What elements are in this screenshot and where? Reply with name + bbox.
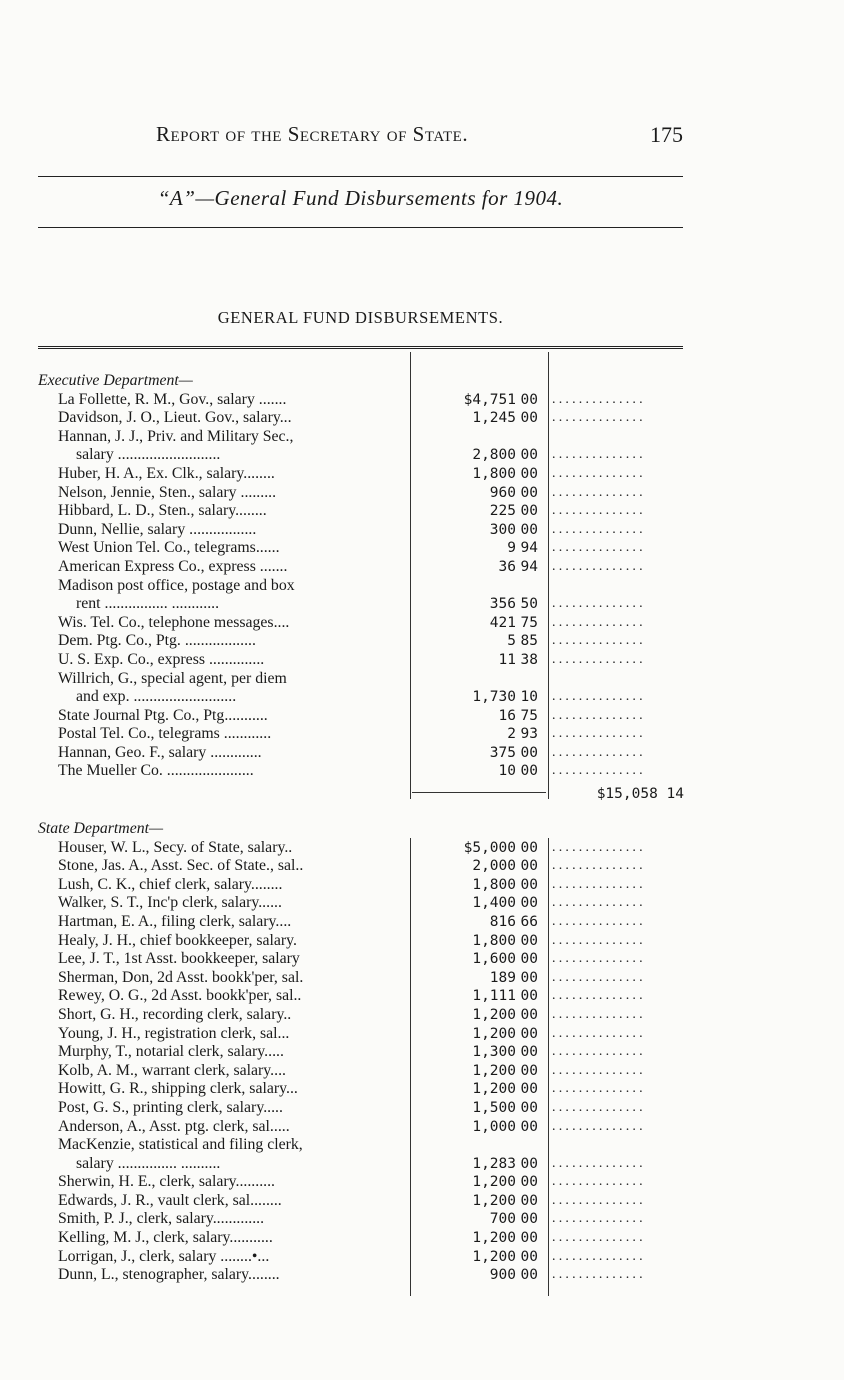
amount-cents: 00	[520, 447, 538, 464]
payee-name: Lorrigan, J., clerk, salary ........•...	[58, 1247, 270, 1265]
dot-leaders: ..............	[552, 1192, 646, 1208]
payee-name: Stone, Jas. A., Asst. Sec. of State., sal..	[58, 857, 304, 875]
payee-name: Hannan, J. J., Priv. and Military Sec.,	[58, 427, 294, 445]
payee-name: La Follette, R. M., Gov., salary .......	[58, 390, 287, 408]
table-row	[38, 428, 684, 447]
amount-cents: 00	[520, 1230, 538, 1247]
payee-name: Kolb, A. M., warrant clerk, salary....	[58, 1061, 286, 1079]
table-row	[38, 707, 684, 726]
amount-dollars: 1,245	[472, 410, 516, 427]
amount-dollars: 1,200	[472, 1174, 516, 1191]
dot-leaders: ..............	[552, 558, 646, 574]
amount-dollars: 9	[507, 540, 516, 557]
amount-dollars: 1,200	[472, 1006, 516, 1023]
page-number: 175	[650, 122, 683, 147]
amount-dollars: 1,200	[472, 1192, 516, 1209]
payee-name: Sherman, Don, 2d Asst. bookk'per, sal.	[58, 968, 304, 986]
amount-dollars: 1,800	[472, 876, 516, 893]
dot-leaders: ..............	[552, 1025, 646, 1041]
dot-leaders: ..............	[552, 521, 646, 537]
table-row	[38, 1248, 684, 1267]
amount-dollars: 960	[489, 484, 516, 501]
payee-name: Anderson, A., Asst. ptg. clerk, sal.....	[58, 1117, 290, 1135]
amount-dollars: 1,400	[472, 895, 516, 912]
table-row	[38, 725, 684, 744]
dot-leaders: ..............	[552, 689, 646, 705]
amount-cents: 00	[520, 763, 538, 780]
payee-name: and exp. ..........................	[76, 688, 237, 706]
amount-dollars: 1,800	[472, 465, 516, 482]
payee-name: West Union Tel. Co., telegrams......	[58, 539, 280, 557]
dot-leaders: ..............	[552, 876, 646, 892]
payee-name: Dunn, Nellie, salary .................	[58, 520, 257, 538]
table-row	[38, 521, 684, 540]
payee-name: Howitt, G. R., shipping clerk, salary...	[58, 1080, 298, 1098]
amount-cents: 00	[520, 1192, 538, 1209]
amount-cents: 00	[520, 1118, 538, 1135]
dot-leaders: ..............	[552, 633, 646, 649]
payee-name: rent ................ ............	[76, 595, 220, 613]
table-row	[38, 1266, 684, 1285]
amount-cents: 00	[520, 969, 538, 986]
dot-leaders: ..............	[552, 1062, 646, 1078]
table-row	[38, 558, 684, 577]
table-row	[38, 595, 684, 614]
table-row	[38, 1062, 684, 1081]
payee-name: Smith, P. J., clerk, salary.............	[58, 1210, 265, 1228]
amount-dollars: 2,000	[472, 858, 516, 875]
dot-leaders: ..............	[552, 913, 646, 929]
table-row	[38, 632, 684, 651]
amount-cents: 85	[520, 633, 538, 650]
amount-dollars: 1,283	[472, 1155, 516, 1172]
amount-cents: 00	[520, 1174, 538, 1191]
payee-name: The Mueller Co. ......................	[58, 762, 254, 780]
payee-name: Postal Tel. Co., telegrams ............	[58, 725, 272, 743]
amount-dollars: 1,200	[472, 1081, 516, 1098]
amount-dollars: 1,200	[472, 1248, 516, 1265]
amount-cents: 75	[520, 614, 538, 631]
section-heading-row	[38, 372, 684, 391]
amount-cents: 00	[520, 1155, 538, 1172]
amount-dollars: 10	[498, 763, 516, 780]
amount-cents: 00	[520, 484, 538, 501]
amount-cents: 66	[520, 913, 538, 930]
amount-dollars: 11	[498, 651, 516, 668]
dot-leaders: ..............	[552, 839, 646, 855]
table-row	[38, 446, 684, 465]
table-row	[38, 876, 684, 895]
table-row	[38, 1118, 684, 1137]
table-row	[38, 577, 684, 596]
amount-cents: 00	[520, 1248, 538, 1265]
payee-name: American Express Co., express .......	[58, 557, 288, 575]
header-rule	[38, 176, 683, 177]
amount-dollars: 189	[489, 969, 516, 986]
dot-leaders: ..............	[552, 1174, 646, 1190]
table-row	[38, 1136, 684, 1155]
payee-name: Young, J. H., registration clerk, sal...	[58, 1024, 290, 1042]
dot-leaders: ..............	[552, 410, 646, 426]
payee-name: Hannan, Geo. F., salary .............	[58, 743, 262, 761]
table-top-double-rule	[38, 346, 683, 351]
dot-leaders: ..............	[552, 1006, 646, 1022]
amount-dollars: 2,800	[472, 447, 516, 464]
dot-leaders: ..............	[552, 447, 646, 463]
payee-name: Dem. Ptg. Co., Ptg. ..................	[58, 632, 256, 650]
amount-cents: 00	[520, 932, 538, 949]
table-row	[38, 762, 684, 781]
table-row	[38, 1006, 684, 1025]
dot-leaders: ..............	[552, 1099, 646, 1115]
payee-name: Rewey, O. G., 2d Asst. bookk'per, sal..	[58, 987, 302, 1005]
amount-cents: 00	[520, 503, 538, 520]
amount-dollars: 1,300	[472, 1044, 516, 1061]
state-department-table	[38, 820, 684, 1285]
dot-leaders: ..............	[552, 1081, 646, 1097]
dot-leaders: ..............	[552, 391, 646, 407]
payee-name: Huber, H. A., Ex. Clk., salary........	[58, 464, 275, 482]
table-row	[38, 894, 684, 913]
dot-leaders: ..............	[552, 726, 646, 742]
amount-cents: 00	[520, 1006, 538, 1023]
payee-name: MacKenzie, statistical and filing clerk,	[58, 1136, 303, 1154]
payee-name: Lush, C. K., chief clerk, salary........	[58, 875, 283, 893]
table-row	[38, 484, 684, 503]
amount-dollars: 1,800	[472, 932, 516, 949]
dot-leaders: ..............	[552, 951, 646, 967]
payee-name: Edwards, J. R., vault clerk, sal........	[58, 1191, 282, 1209]
amount-cents: 00	[520, 876, 538, 893]
amount-dollars: 5	[507, 633, 516, 650]
payee-name: Wis. Tel. Co., telephone messages....	[58, 613, 290, 631]
dot-leaders: ..............	[552, 1248, 646, 1264]
payee-name: Madison post office, postage and box	[58, 576, 295, 594]
payee-name: Post, G. S., printing clerk, salary.....	[58, 1098, 283, 1116]
payee-name: Walker, S. T., Inc'p clerk, salary......	[58, 894, 282, 912]
payee-name: Short, G. H., recording clerk, salary..	[58, 1005, 292, 1023]
amount-cents: 75	[520, 707, 538, 724]
payee-name: U. S. Exp. Co., express ..............	[58, 650, 265, 668]
amount-dollars: 1,600	[472, 951, 516, 968]
table-row	[38, 670, 684, 689]
payee-name: salary ............... ..........	[76, 1154, 221, 1172]
table-row	[38, 1043, 684, 1062]
table-row	[38, 857, 684, 876]
dot-leaders: ..............	[552, 988, 646, 1004]
dot-leaders: ..............	[552, 614, 646, 630]
table-row	[38, 744, 684, 763]
table-row	[38, 839, 684, 858]
amount-cents: 00	[520, 1267, 538, 1284]
amount-dollars: 900	[489, 1267, 516, 1284]
amount-cents: 00	[520, 465, 538, 482]
table-row	[38, 614, 684, 633]
payee-name: Lee, J. T., 1st Asst. bookkeeper, salary	[58, 950, 300, 968]
amount-cents: 94	[520, 540, 538, 557]
payee-name: Hibbard, L. D., Sten., salary........	[58, 502, 267, 520]
table-row	[38, 465, 684, 484]
table-row	[38, 502, 684, 521]
amount-cents: 50	[520, 596, 538, 613]
table-row	[38, 1080, 684, 1099]
dot-leaders: ..............	[552, 707, 646, 723]
payee-name: Murphy, T., notarial clerk, salary.....	[58, 1043, 284, 1061]
dot-leaders: ..............	[552, 969, 646, 985]
executive-subtotal: $15,058 14	[596, 786, 684, 802]
amount-cents: 38	[520, 651, 538, 668]
table-row	[38, 391, 684, 410]
amount-dollars: 1,500	[472, 1099, 516, 1116]
table-row	[38, 932, 684, 951]
amount-dollars: 1,200	[472, 1025, 516, 1042]
payee-name: salary ..........................	[76, 446, 221, 464]
dot-leaders: ..............	[552, 540, 646, 556]
amount-dollars: 1,200	[472, 1062, 516, 1079]
table-row	[38, 969, 684, 988]
amount-dollars: 300	[489, 521, 516, 538]
amount-cents: 00	[520, 1025, 538, 1042]
payee-name: Kelling, M. J., clerk, salary...........	[58, 1229, 273, 1247]
amount-cents: 00	[520, 521, 538, 538]
amount-cents: 00	[520, 858, 538, 875]
amount-cents: 00	[520, 391, 538, 408]
dot-leaders: ..............	[552, 651, 646, 667]
payee-name: Nelson, Jennie, Sten., salary .........	[58, 483, 277, 501]
dot-leaders: ..............	[552, 465, 646, 481]
executive-subtotal-row	[38, 785, 684, 804]
payee-name: State Journal Ptg. Co., Ptg...........	[58, 706, 268, 724]
amount-dollars: 375	[489, 744, 516, 761]
subtitle: “A”—General Fund Disbursements for 1904.	[157, 186, 564, 210]
payee-name: Sherwin, H. E., clerk, salary..........	[58, 1173, 276, 1191]
dot-leaders: ..............	[552, 1118, 646, 1134]
dot-leaders: ..............	[552, 1211, 646, 1227]
table-row	[38, 1210, 684, 1229]
payee-name: Willrich, G., special agent, per diem	[58, 669, 287, 687]
amount-cents: 00	[520, 1044, 538, 1061]
amount-cents: 00	[520, 1062, 538, 1079]
amount-cents: 00	[520, 410, 538, 427]
dot-leaders: ..............	[552, 503, 646, 519]
table-row	[38, 950, 684, 969]
amount-dollars: 700	[489, 1211, 516, 1228]
executive-department-table	[38, 372, 684, 781]
amount-dollars: 816	[489, 913, 516, 930]
amount-cents: 93	[520, 726, 538, 743]
table-row	[38, 1025, 684, 1044]
payee-name: Houser, W. L., Secy. of State, salary..	[58, 838, 293, 856]
table-row	[38, 539, 684, 558]
dot-leaders: ..............	[552, 895, 646, 911]
table-row	[38, 409, 684, 428]
amount-dollars: 421	[489, 614, 516, 631]
payee-name: Dunn, L., stenographer, salary........	[58, 1266, 280, 1284]
running-title: Report of the Secretary of State.	[156, 122, 469, 146]
dot-leaders: ..............	[552, 763, 646, 779]
section-heading-row	[38, 820, 684, 839]
amount-dollars: $5,000	[463, 839, 516, 856]
dot-leaders: ..............	[552, 744, 646, 760]
executive-department-heading: Executive Department—	[38, 372, 193, 389]
section-title: GENERAL FUND DISBURSEMENTS.	[217, 308, 504, 327]
amount-cents: 00	[520, 839, 538, 856]
payee-name: Healy, J. H., chief bookkeeper, salary.	[58, 931, 298, 949]
table-row	[38, 1173, 684, 1192]
amount-dollars: 1,111	[472, 988, 516, 1005]
dot-leaders: ..............	[552, 858, 646, 874]
amount-dollars: 1,000	[472, 1118, 516, 1135]
table-row	[38, 651, 684, 670]
amount-cents: 00	[520, 988, 538, 1005]
amount-cents: 10	[520, 689, 538, 706]
amount-dollars: 36	[498, 558, 516, 575]
state-department-heading: State Department—	[38, 820, 164, 837]
amount-cents: 00	[520, 744, 538, 761]
amount-cents: 94	[520, 558, 538, 575]
page-header	[38, 122, 683, 154]
dot-leaders: ..............	[552, 1044, 646, 1060]
amount-dollars: $4,751	[463, 391, 516, 408]
amount-cents: 00	[520, 951, 538, 968]
table-row	[38, 1099, 684, 1118]
dot-leaders: ..............	[552, 932, 646, 948]
subtitle-rule	[38, 227, 683, 228]
table-row	[38, 987, 684, 1006]
amount-dollars: 16	[498, 707, 516, 724]
table-row	[38, 913, 684, 932]
amount-dollars: 356	[489, 596, 516, 613]
amount-cents: 00	[520, 1081, 538, 1098]
amount-dollars: 225	[489, 503, 516, 520]
payee-name: Hartman, E. A., filing clerk, salary....	[58, 912, 292, 930]
payee-name: Davidson, J. O., Lieut. Gov., salary...	[58, 409, 292, 427]
table-row	[38, 688, 684, 707]
amount-dollars: 2	[507, 726, 516, 743]
amount-dollars: 1,200	[472, 1230, 516, 1247]
dot-leaders: ..............	[552, 1155, 646, 1171]
amount-dollars: 1,730	[472, 689, 516, 706]
dot-leaders: ..............	[552, 596, 646, 612]
dot-leaders: ..............	[552, 1267, 646, 1283]
amount-cents: 00	[520, 895, 538, 912]
amount-cents: 00	[520, 1099, 538, 1116]
amount-cents: 00	[520, 1211, 538, 1228]
table-row	[38, 1155, 684, 1174]
table-row	[38, 1192, 684, 1211]
dot-leaders: ..............	[552, 484, 646, 500]
dot-leaders: ..............	[552, 1230, 646, 1246]
table-row	[38, 1229, 684, 1248]
